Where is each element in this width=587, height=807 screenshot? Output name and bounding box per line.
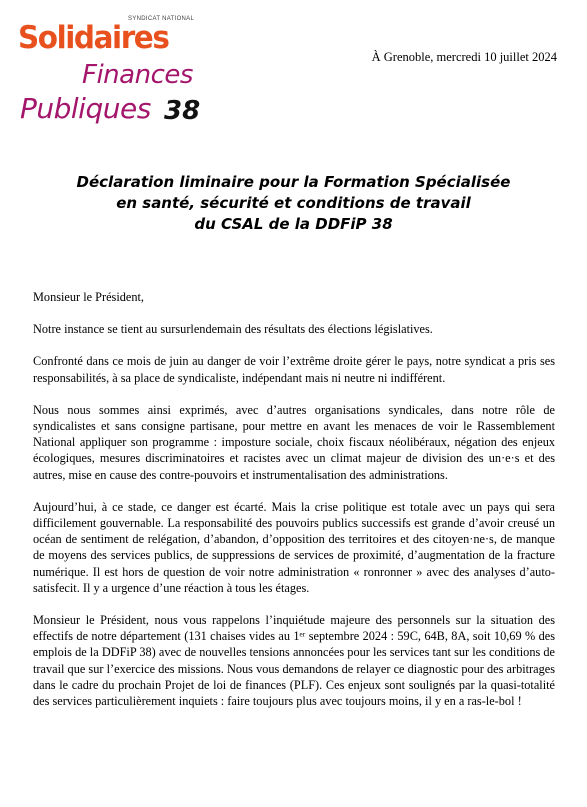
paragraph-1: Notre instance se tient au sursurlendemain des résultats des élections législatives. — [33, 322, 433, 337]
paragraph-3: Nous nous sommes ainsi exprimés, avec d’autres organisations syndicales, dans notre rôle de syndicalistes et sans consigne partisane, pour mettre en avant les menaces de voir le Rassemblement National appliquer son programme : imposture sociale, choix fiscaux néolibéraux, négation des enjeux écologiques, mesures discriminatoires et racistes avec un climat majeur de division des un·e·s et des autres, mise en cause des contre-pouvoirs et instrumentalisation des administrations. — [33, 402, 555, 482]
document-title — [0, 172, 587, 235]
title-line-3: du CSAL de la DDFiP 38 — [194, 215, 393, 233]
document-body — [33, 289, 555, 725]
paragraph-2: Confronté dans ce mois de juin au danger de voir l’extrême droite gérer le pays, notre syndicat a pris ses responsabilités, à sa place de syndicaliste, indépendant mais ni neutre ni indifférent. — [33, 354, 555, 385]
title-line-1: Déclaration liminaire pour la Formation Spécialisée — [76, 173, 511, 191]
title-line-2: en santé, sécurité et conditions de travail — [116, 194, 471, 212]
solidaires-logo — [18, 12, 203, 144]
salutation: Monsieur le Président, — [33, 290, 144, 304]
logo-solidaires: Solidaires — [18, 20, 169, 56]
logo-finances: Finances — [82, 60, 193, 90]
document-date: À Grenoble, mercredi 10 juillet 2024 — [371, 50, 557, 64]
logo-publiques: Publiques — [20, 92, 151, 125]
logo-department-number: 38 — [164, 96, 201, 126]
paragraph-5: Monsieur le Président, nous vous rappelons l’inquiétude majeure des personnels sur la situation des effectifs de notre département (131 chaises vides au 1ᵉʳ septembre 2024 : 59C, 64B, 8A, soit 10,69 % des emplois de la DDFiP 38) avec de nouvelles tensions annoncées pour les services tant sur les conditions de travail que sur l’exercice des missions. Nous vous demandons de relayer ce diagnostic pour des arbitrages dans le cadre du prochain Projet de loi de finances (PLF). Ces enjeux sont soulignés par la quasi-totalité des services particulièrement inquiets : faire toujours plus avec toujours moins, il y en a ras-le-bol ! — [33, 613, 555, 709]
paragraph-4: Aujourd’hui, à ce stade, ce danger est écarté. Mais la crise politique est totale avec un pays qui sera difficilement gouvernable. La responsabilité des pouvoirs publics successifs est grande d’avoir creusé un océan de sentiment de relégation, d’abandon, d’opposition des territoires et des citoyen·ne·s, de manque de moyens des services publics, de suppressions de services de proximité, d’augmentation de la fracture numérique. Il est hors de question de voir notre administration « ronronner » avec des analyses d’auto-satisfecit. Il y a urgence d’une réaction à tous les étages. — [33, 499, 555, 595]
logo-syndicat-national: SYNDICAT NATIONAL — [128, 16, 195, 22]
